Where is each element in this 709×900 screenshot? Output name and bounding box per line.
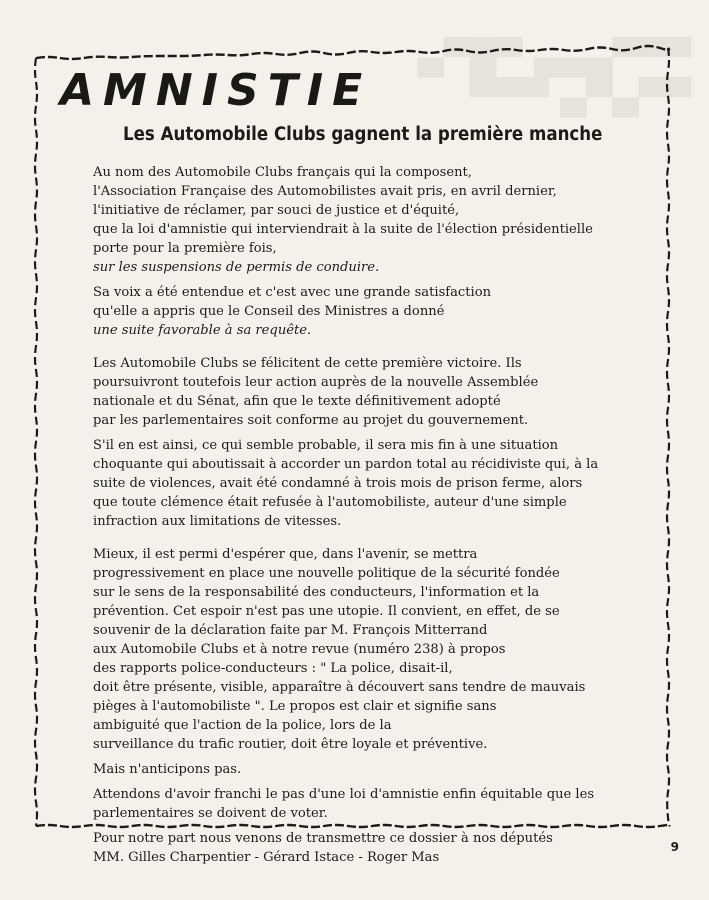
text-line: Mieux, il est permi d'espérer que, dans l'avenir, se mettra	[93, 547, 478, 562]
text-line: qu'elle a appris que le Conseil des Ministres a donné	[93, 304, 445, 319]
text-line: des rapports police-conducteurs : " La police, disait-il,	[93, 661, 453, 676]
text-line: Sa voix a été entendue et c'est avec une grande satisfaction	[93, 285, 492, 300]
italic-text-line: une suite favorable à sa requête.	[93, 323, 312, 338]
text-line: que toute clémence était refusée à l'automobiliste, auteur d'une simple	[93, 495, 567, 510]
text-line: MM. Gilles Charpentier - Gérard Istace - Roger Mas	[93, 850, 440, 865]
text-line: pièges à l'automobiliste ". Le propos est clair et signifie sans	[93, 699, 497, 714]
paragraph-6	[93, 760, 633, 779]
text-line: doit être présente, visible, apparaître à découvert sans tendre de mauvais	[93, 680, 586, 695]
text-line: surveillance du trafic routier, doit être loyale et préventive.	[93, 737, 488, 752]
paragraph-2	[93, 283, 633, 340]
article-body	[93, 163, 633, 873]
page-title: AMNISTIE	[60, 65, 372, 116]
paragraph-8	[93, 829, 633, 867]
text-line: Les Automobile Clubs se félicitent de cette première victoire. Ils	[93, 356, 522, 371]
italic-text-line: sur les suspensions de permis de conduire.	[93, 260, 380, 275]
text-line: porte pour la première fois,	[93, 241, 277, 256]
text-line: parlementaires se doivent de voter.	[93, 806, 328, 821]
text-line: Pour notre part nous venons de transmettre ce dossier à nos députés	[93, 831, 553, 846]
paragraph-7	[93, 785, 633, 823]
text-line: infraction aux limitations de vitesses.	[93, 514, 342, 529]
text-line: l'initiative de réclamer, par souci de justice et d'équité,	[93, 203, 460, 218]
text-line: progressivement en place une nouvelle politique de la sécurité fondée	[93, 566, 560, 581]
text-line: suite de violences, avait été condamné à trois mois de prison ferme, alors	[93, 476, 583, 491]
text-line: sur le sens de la responsabilité des conducteurs, l'information et la	[93, 585, 540, 600]
show-through-text: ▄▀█▀ ▄▄▄▀▀▀ ▀▀▀ ▄▀▄▀▀	[417, 38, 691, 118]
paragraph-5	[93, 545, 633, 754]
text-line: par les parlementaires soit conforme au projet du gouvernement.	[93, 413, 529, 428]
text-line: ambiguité que l'action de la police, lors de la	[93, 718, 392, 733]
paragraph-1	[93, 163, 633, 277]
text-line: que la loi d'amnistie qui interviendrait à la suite de l'élection présidentielle	[93, 222, 593, 237]
text-line: Au nom des Automobile Clubs français qui la composent,	[93, 165, 472, 180]
text-line: Attendons d'avoir franchi le pas d'une loi d'amnistie enfin équitable que les	[93, 787, 595, 802]
text-line: souvenir de la déclaration faite par M. François Mitterrand	[93, 623, 488, 638]
text-line: Mais n'anticipons pas.	[93, 762, 242, 777]
text-line: l'Association Française des Automobilistes avait pris, en avril dernier,	[93, 184, 557, 199]
page-number: 9	[670, 840, 679, 854]
text-line: aux Automobile Clubs et à notre revue (numéro 238) à propos	[93, 642, 506, 657]
text-line: poursuivront toutefois leur action auprès de la nouvelle Assemblée	[93, 375, 539, 390]
text-line: nationale et du Sénat, afin que le texte définitivement adopté	[93, 394, 501, 409]
text-line: prévention. Cet espoir n'est pas une utopie. Il convient, en effet, de se	[93, 604, 560, 619]
text-line: choquante qui aboutissait à accorder un pardon total au récidiviste qui, à la	[93, 457, 599, 472]
page-subtitle: Les Automobile Clubs gagnent la première manche	[123, 124, 603, 145]
paragraph-4	[93, 436, 633, 531]
paragraph-3	[93, 354, 633, 430]
text-line: S'il en est ainsi, ce qui semble probable, il sera mis fin à une situation	[93, 438, 559, 453]
